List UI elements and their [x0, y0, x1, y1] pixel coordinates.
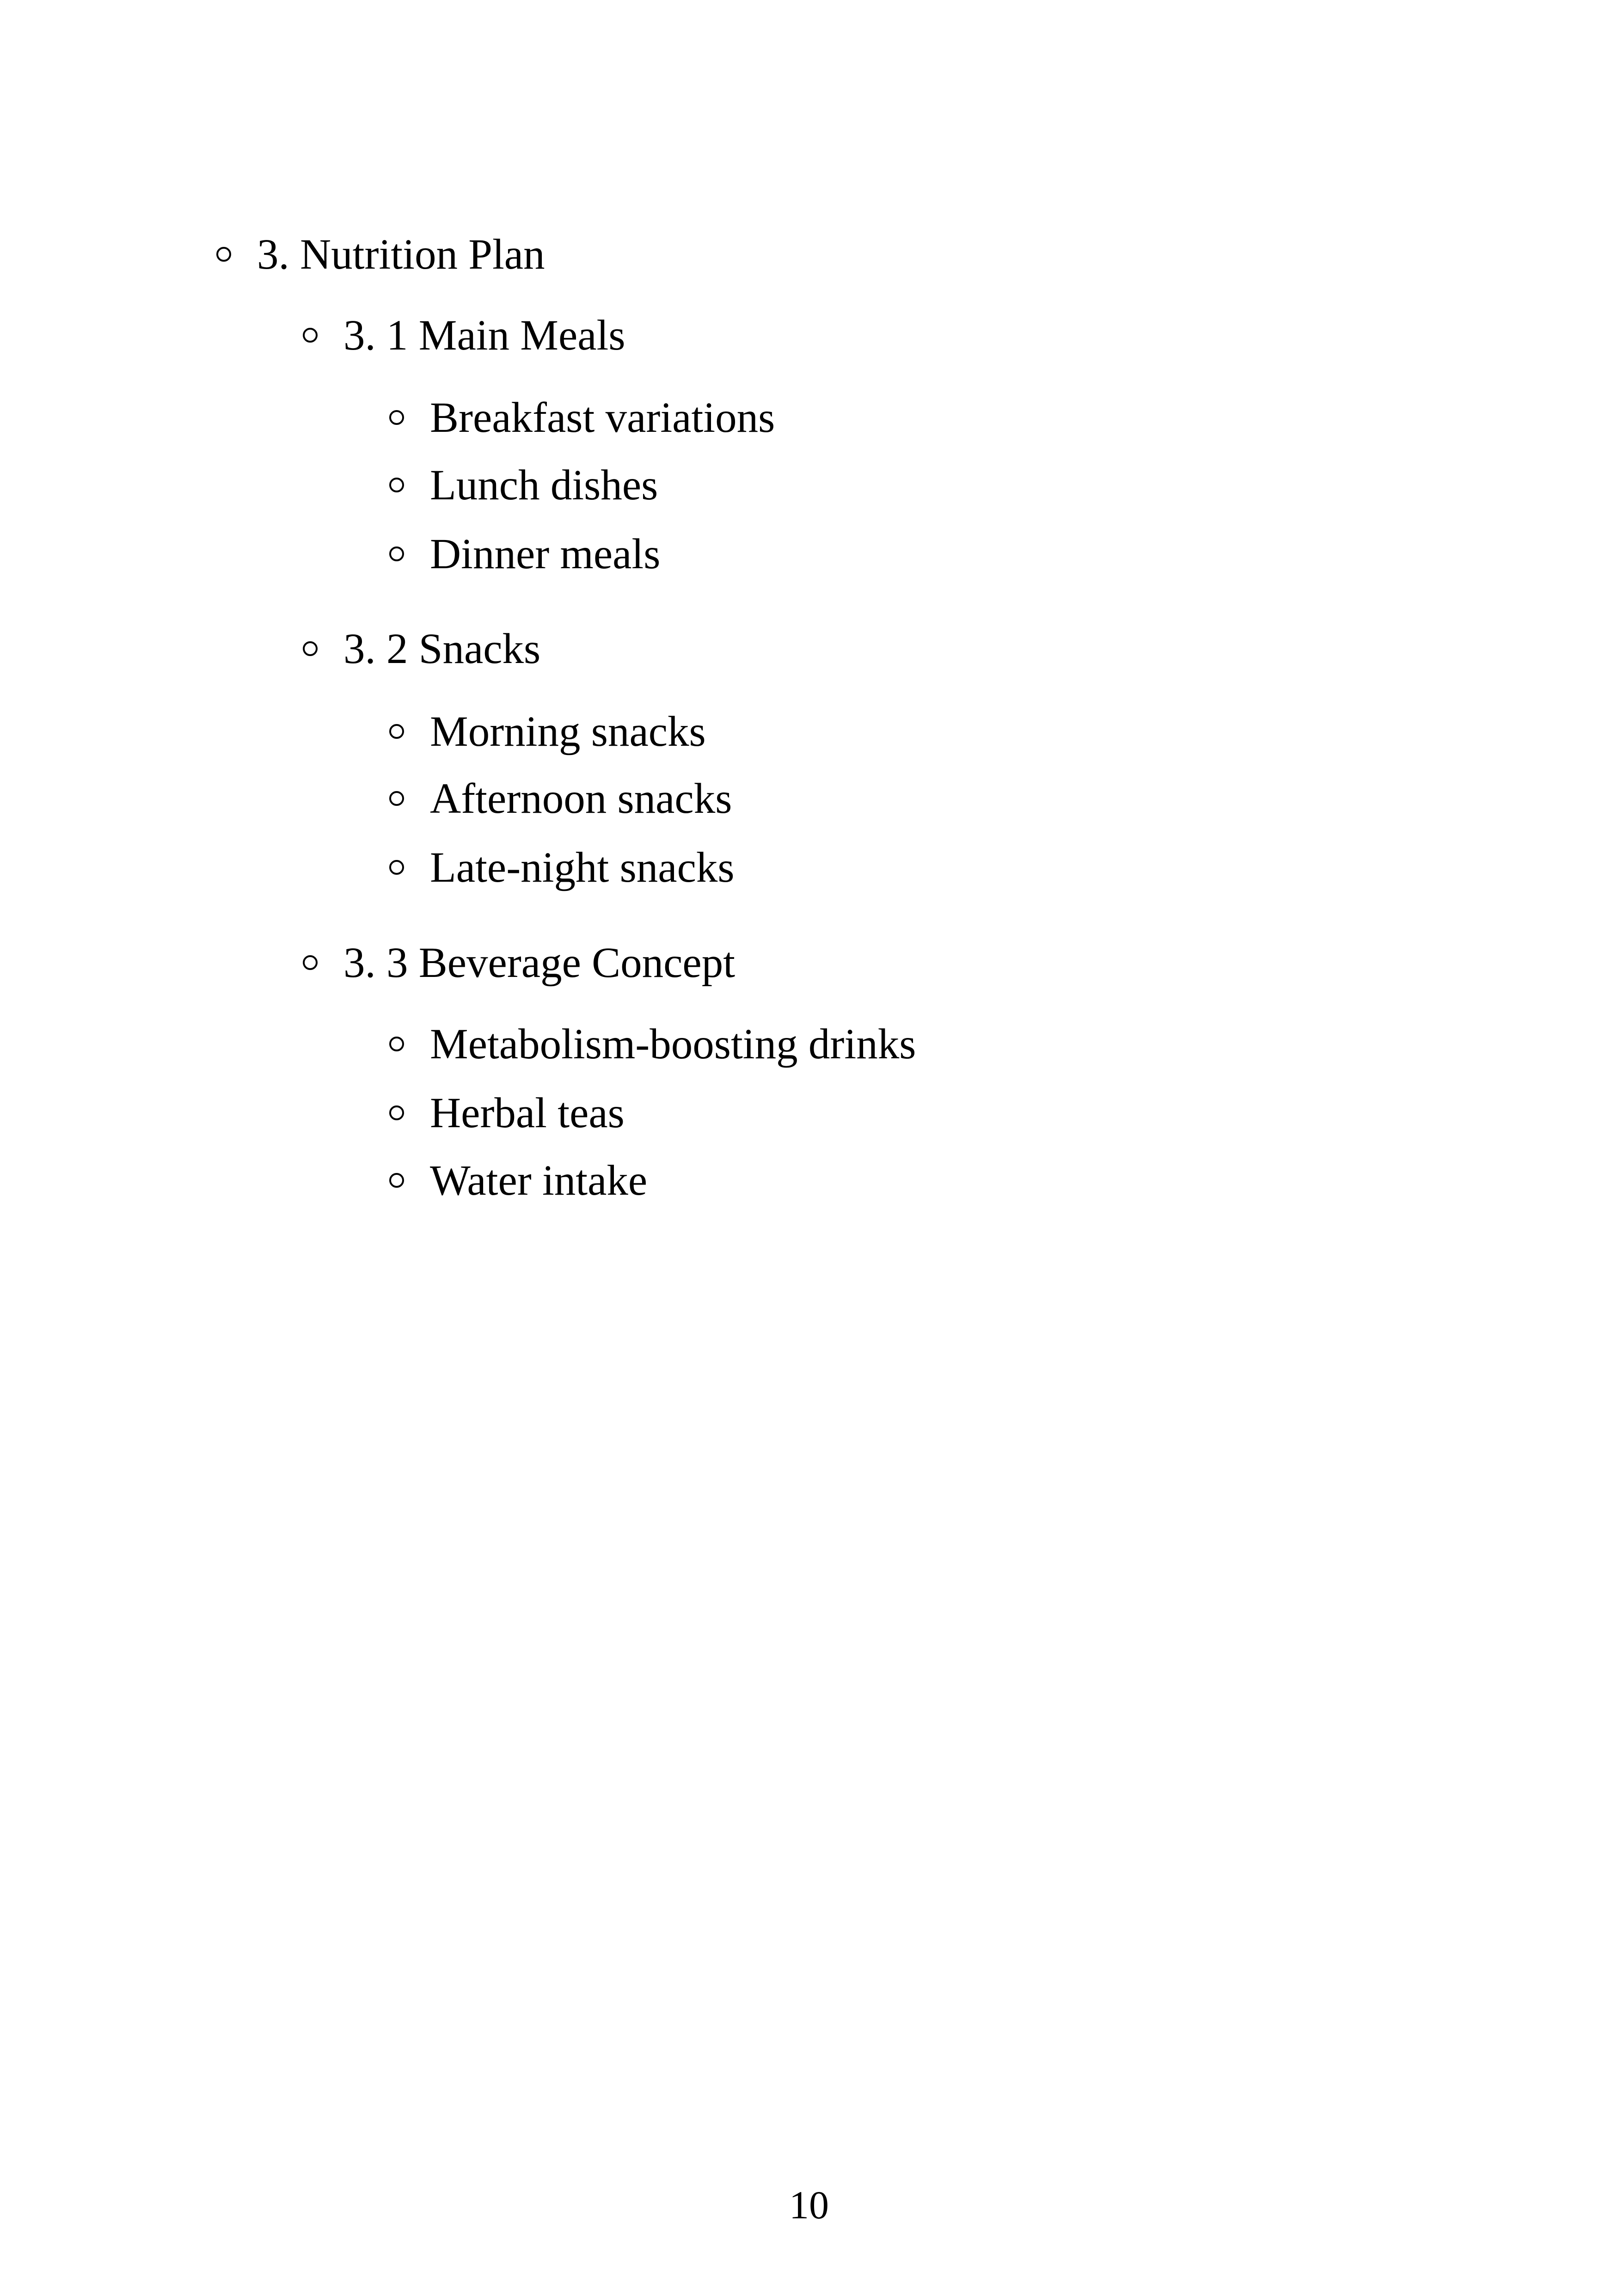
hollow-circle-bullet-icon: [389, 478, 404, 492]
outline-item-label: Dinner meals: [430, 530, 661, 578]
hollow-circle-bullet-icon: [389, 1105, 404, 1120]
hollow-circle-bullet-icon: [389, 1037, 404, 1051]
outline-item-main-meals: [303, 310, 625, 361]
outline-item-beverage-concept: [303, 937, 735, 988]
outline-item-label: 3. 3 Beverage Concept: [343, 939, 735, 987]
outline-item-snacks: [303, 623, 540, 674]
outline-item-late-night-snacks: [389, 842, 735, 893]
outline-item-herbal-teas: [389, 1087, 625, 1138]
outline-item-label: 3. 2 Snacks: [343, 625, 541, 673]
hollow-circle-bullet-icon: [389, 860, 404, 875]
outline-item-water-intake: [389, 1155, 647, 1206]
page-number: 10: [789, 2183, 829, 2227]
hollow-circle-bullet-icon: [389, 791, 404, 806]
outline-item-label: 3. 1 Main Meals: [343, 311, 625, 359]
hollow-circle-bullet-icon: [303, 641, 318, 656]
outline-item-label: Metabolism-boosting drinks: [430, 1020, 916, 1068]
outline-item-breakfast: [389, 392, 775, 443]
outline-item-label: Morning snacks: [430, 707, 706, 755]
hollow-circle-bullet-icon: [303, 328, 318, 343]
outline-item-label: Afternoon snacks: [430, 774, 732, 823]
outline-item-dinner: [389, 528, 660, 579]
hollow-circle-bullet-icon: [389, 410, 404, 425]
hollow-circle-bullet-icon: [389, 546, 404, 561]
outline-item-morning-snacks: [389, 706, 706, 757]
outline-item-label: Water intake: [430, 1156, 648, 1204]
outline-item-label: Late-night snacks: [430, 843, 735, 891]
outline-item-metabolism-drinks: [389, 1019, 916, 1069]
outline-item-nutrition-plan: [216, 229, 545, 280]
hollow-circle-bullet-icon: [303, 955, 318, 970]
outline-item-afternoon-snacks: [389, 773, 732, 824]
outline-item-label: Lunch dishes: [430, 461, 658, 509]
hollow-circle-bullet-icon: [389, 724, 404, 739]
hollow-circle-bullet-icon: [389, 1173, 404, 1188]
outline-item-label: Breakfast variations: [430, 393, 775, 442]
hollow-circle-bullet-icon: [216, 247, 231, 262]
outline-item-label: 3. Nutrition Plan: [257, 230, 545, 278]
outline-item-label: Herbal teas: [430, 1089, 625, 1137]
outline-item-lunch: [389, 460, 658, 510]
